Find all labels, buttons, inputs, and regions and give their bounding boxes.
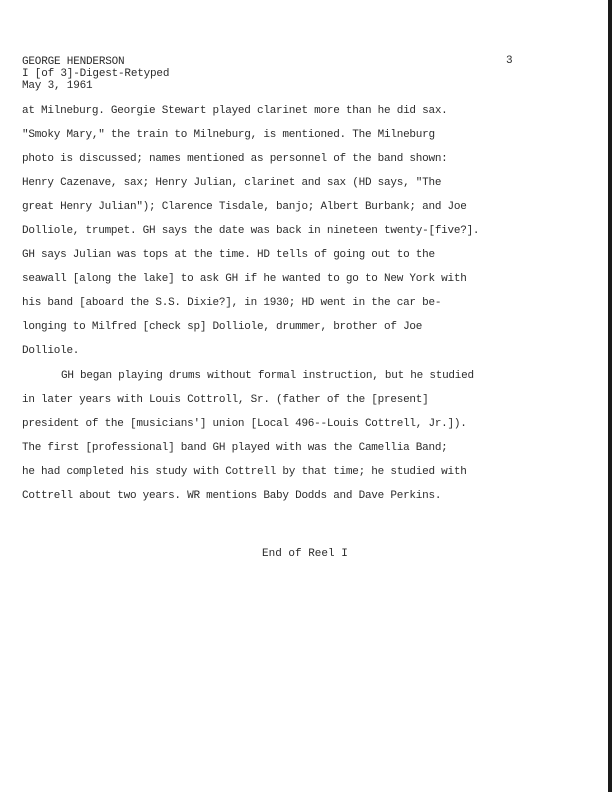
- end-of-reel: End of Reel I: [262, 548, 348, 560]
- paragraph-1: [22, 105, 582, 369]
- scan-edge: [608, 0, 612, 792]
- text-line: The first [professional] band GH played with was the Camellia Band;: [22, 442, 448, 454]
- paragraph-2: [22, 370, 582, 514]
- header-date: May 3, 1961: [22, 80, 93, 92]
- text-line: photo is discussed; names mentioned as personnel of the band shown:: [22, 153, 448, 165]
- text-line: he had completed his study with Cottrell by that time; he studied with: [22, 466, 467, 478]
- text-line: "Smoky Mary," the train to Milneburg, is mentioned. The Milneburg: [22, 129, 435, 141]
- text-line: Cottrell about two years. WR mentions Baby Dodds and Dave Perkins.: [22, 490, 442, 502]
- text-line: GH began playing drums without formal instruction, but he studied: [61, 370, 474, 382]
- text-line: his band [aboard the S.S. Dixie?], in 1930; HD went in the car be-: [22, 297, 442, 309]
- header-name: GEORGE HENDERSON: [22, 56, 125, 68]
- text-line: president of the [musicians'] union [Local 496--Louis Cottrell, Jr.]).: [22, 418, 467, 430]
- header-reel: I [of 3]-Digest-Retyped: [22, 68, 170, 80]
- page-number: 3: [506, 55, 513, 67]
- text-line: great Henry Julian"); Clarence Tisdale, banjo; Albert Burbank; and Joe: [22, 201, 467, 213]
- text-line: at Milneburg. Georgie Stewart played clarinet more than he did sax.: [22, 105, 448, 117]
- text-line: in later years with Louis Cottroll, Sr. (father of the [present]: [22, 394, 429, 406]
- text-line: longing to Milfred [check sp] Dolliole, drummer, brother of Joe: [22, 321, 423, 333]
- text-line: Dolliole.: [22, 345, 80, 357]
- text-line: GH says Julian was tops at the time. HD tells of going out to the: [22, 249, 435, 261]
- text-line: seawall [along the lake] to ask GH if he wanted to go to New York with: [22, 273, 467, 285]
- text-line: Dolliole, trumpet. GH says the date was back in nineteen twenty-[five?].: [22, 225, 480, 237]
- text-line: Henry Cazenave, sax; Henry Julian, clarinet and sax (HD says, "The: [22, 177, 442, 189]
